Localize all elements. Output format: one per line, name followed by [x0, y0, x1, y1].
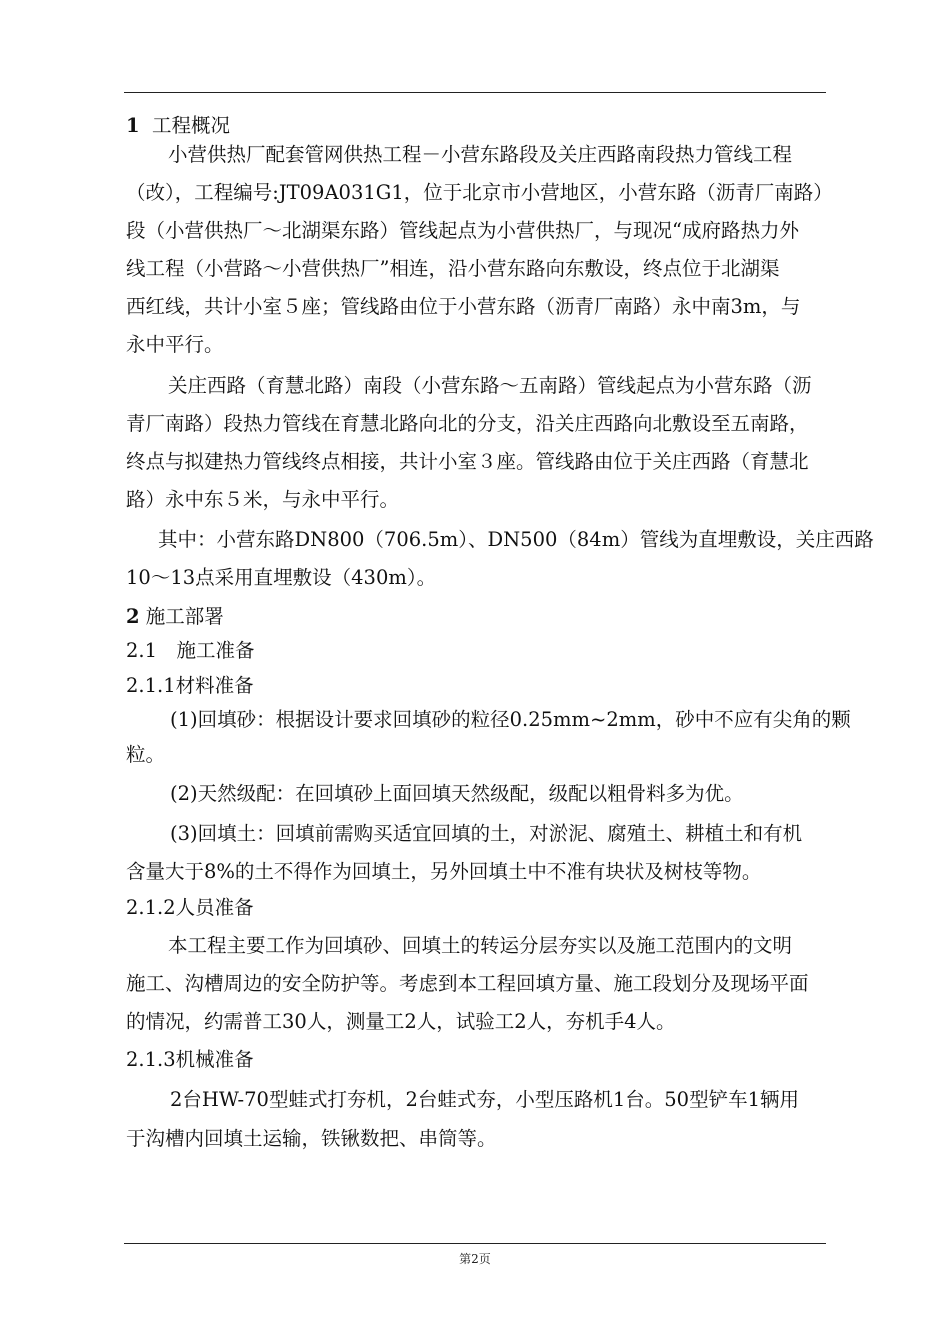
- subsection-heading: 2.1 施工准备: [126, 639, 255, 662]
- paragraph-line: 青厂南路）段热力管线在育慧北路向北的分支，沿关庄西路向北敷设至五南路，: [126, 412, 809, 435]
- paragraph-line: 路）永中东５米，与永中平行。: [126, 488, 400, 511]
- section-heading-1: 1 工程概况: [126, 114, 230, 137]
- subsection-heading: 2.1.3机械准备: [126, 1048, 254, 1071]
- paragraph-line: 西红线，共计小室５座；管线路由位于小营东路（沥青厂南路）永中南3m，与: [126, 295, 801, 318]
- paragraph-line: 于沟槽内回填土运输，铁锹数把、串筒等。: [126, 1127, 497, 1150]
- paragraph-line: (2)天然级配：在回填砂上面回填天然级配，级配以粗骨料多为优。: [170, 782, 744, 805]
- page-number: 第2页: [459, 1252, 491, 1266]
- subsection-heading: 2.1.1材料准备: [126, 674, 254, 697]
- paragraph-line: 其中：小营东路DN800（706.5m）、DN500（84m）管线为直埋敷设，关庄西路: [158, 528, 874, 551]
- paragraph-line: (1)回填砂：根据设计要求回填砂的粒径0.25mm~2mm，砂中不应有尖角的颗: [170, 708, 851, 731]
- paragraph-line: 的情况，约需普工30人，测量工2人，试验工2人，夯机手4人。: [126, 1010, 676, 1033]
- paragraph-line: (3)回填土：回填前需购买适宜回填的土，对淤泥、腐殖土、耕植土和有机: [170, 822, 803, 845]
- paragraph-line: 关庄西路（育慧北路）南段（小营东路～五南路）管线起点为小营东路（沥: [168, 374, 812, 397]
- paragraph-line: 线工程（小营路～小营供热厂”相连，沿小营东路向东敷设，终点位于北湖渠: [126, 257, 780, 280]
- subsection-heading: 2.1.2人员准备: [126, 896, 254, 919]
- paragraph-line: 终点与拟建热力管线终点相接，共计小室３座。管线路由位于关庄西路（育慧北: [126, 450, 809, 473]
- header-rule: [124, 92, 826, 93]
- paragraph-line: （改），工程编号:JT09A031G1，位于北京市小营地区，小营东路（沥青厂南路）: [126, 181, 833, 204]
- section-heading-2: 2 施工部署: [126, 605, 224, 628]
- paragraph-line: 10～13点采用直埋敷设（430m）。: [126, 566, 437, 589]
- paragraph-line: 含量大于8%的土不得作为回填土，另外回填土中不准有块状及树枝等物。: [126, 860, 762, 883]
- footer-rule: [124, 1243, 826, 1244]
- paragraph-line: 2台HW-70型蛙式打夯机，2台蛙式夯，小型压路机1台。50型铲车1辆用: [170, 1088, 799, 1111]
- paragraph-line: 粒。: [126, 743, 166, 766]
- paragraph-line: 永中平行。: [126, 333, 224, 356]
- paragraph-line: 小营供热厂配套管网供热工程－小营东路段及关庄西路南段热力管线工程: [168, 143, 793, 166]
- paragraph-line: 本工程主要工作为回填砂、回填土的转运分层夯实以及施工范围内的文明: [168, 934, 793, 957]
- paragraph-line: 段（小营供热厂～北湖渠东路）管线起点为小营供热厂，与现况“成府路热力外: [126, 219, 799, 242]
- paragraph-line: 施工、沟槽周边的安全防护等。考虑到本工程回填方量、施工段划分及现场平面: [126, 972, 809, 995]
